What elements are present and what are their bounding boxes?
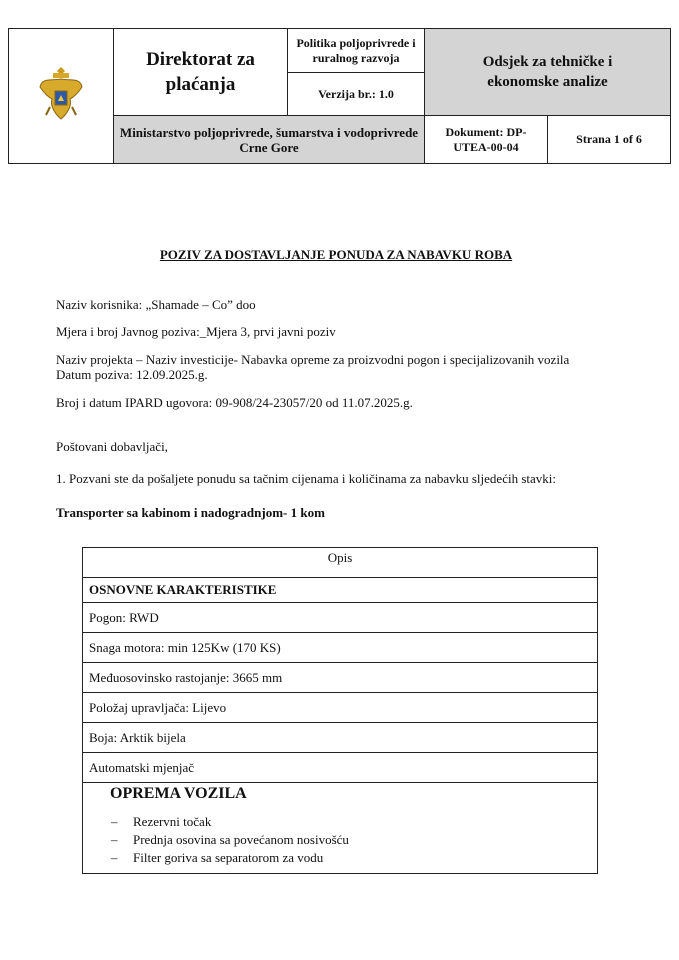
policy-label: Politika poljoprivrede i ruralnog razvoja [288,29,424,73]
field-user: Naziv korisnika: „Shamade – Co” doo [56,297,256,312]
spec-row: Automatski mjenjač [83,753,597,783]
equipment-section [83,783,597,873]
ministry-name: Ministarstvo poljoprivrede, šumarstva i vodoprivrede Crne Gore [114,116,425,164]
policy-version-cell [288,29,425,116]
field-measure: Mjera i broj Javnog poziva:_Mjera 3, prvi javni poziv [56,324,336,339]
equipment-list [83,813,597,867]
greeting: Poštovani dobavljači, [56,439,168,454]
org-title: Direktorat za plaćanja [114,29,288,116]
item-title: Transporter sa kabinom i nadogradnjom- 1 kom [56,505,325,520]
equipment-header: OPREMA VOZILA [110,785,247,802]
invite-text: 1. Pozvani ste da pošaljete ponudu sa tačnim cijenama i količinama za nabavku sljedećih stavki: [56,471,556,486]
equipment-item: Prednja osovina sa povećanom nosivošću [133,832,349,847]
equipment-item: Filter goriva sa separatorom za vodu [133,850,324,865]
document-title: POZIV ZA DOSTAVLJANJE PONUDA ZA NABAVKU ROBA [159,247,513,262]
version-label: Verzija br.: 1.0 [318,86,394,101]
basic-header: OSNOVNE KARAKTERISTIKE [83,578,597,603]
spec-table [82,547,598,874]
equipment-item: Rezervni točak [133,814,212,829]
field-project: Naziv projekta – Naziv investicije- Nabavka opreme za proizvodni pogon i specijalizovanih vozila [56,352,570,367]
dash-bullet: – [111,814,118,829]
spec-row: Položaj upravljača: Lijevo [83,693,597,723]
department-title: Odsjek za tehničke i ekonomske analize [425,29,671,116]
coat-of-arms-icon [38,63,84,125]
spec-row: Boja: Arktik bijela [83,723,597,753]
list-item [111,813,597,831]
list-item [111,849,597,867]
spec-row: Pogon: RWD [83,603,597,633]
spec-row: Međuosovinsko rastojanje: 3665 mm [83,663,597,693]
page-number: Strana 1 of 6 [548,116,671,164]
spec-column-header: Opis [83,548,597,578]
field-contract: Broj i datum IPARD ugovora: 09-908/24-23057/20 od 11.07.2025.g. [56,395,413,410]
document-header [8,28,671,166]
document-code: Dokument: DP-UTEA-00-04 [425,116,548,164]
spec-row: Snaga motora: min 125Kw (170 KS) [83,633,597,663]
field-date: Datum poziva: 12.09.2025.g. [56,367,208,382]
coat-of-arms-cell [9,29,114,164]
dash-bullet: – [111,832,118,847]
dash-bullet: – [111,850,118,865]
list-item [111,831,597,849]
